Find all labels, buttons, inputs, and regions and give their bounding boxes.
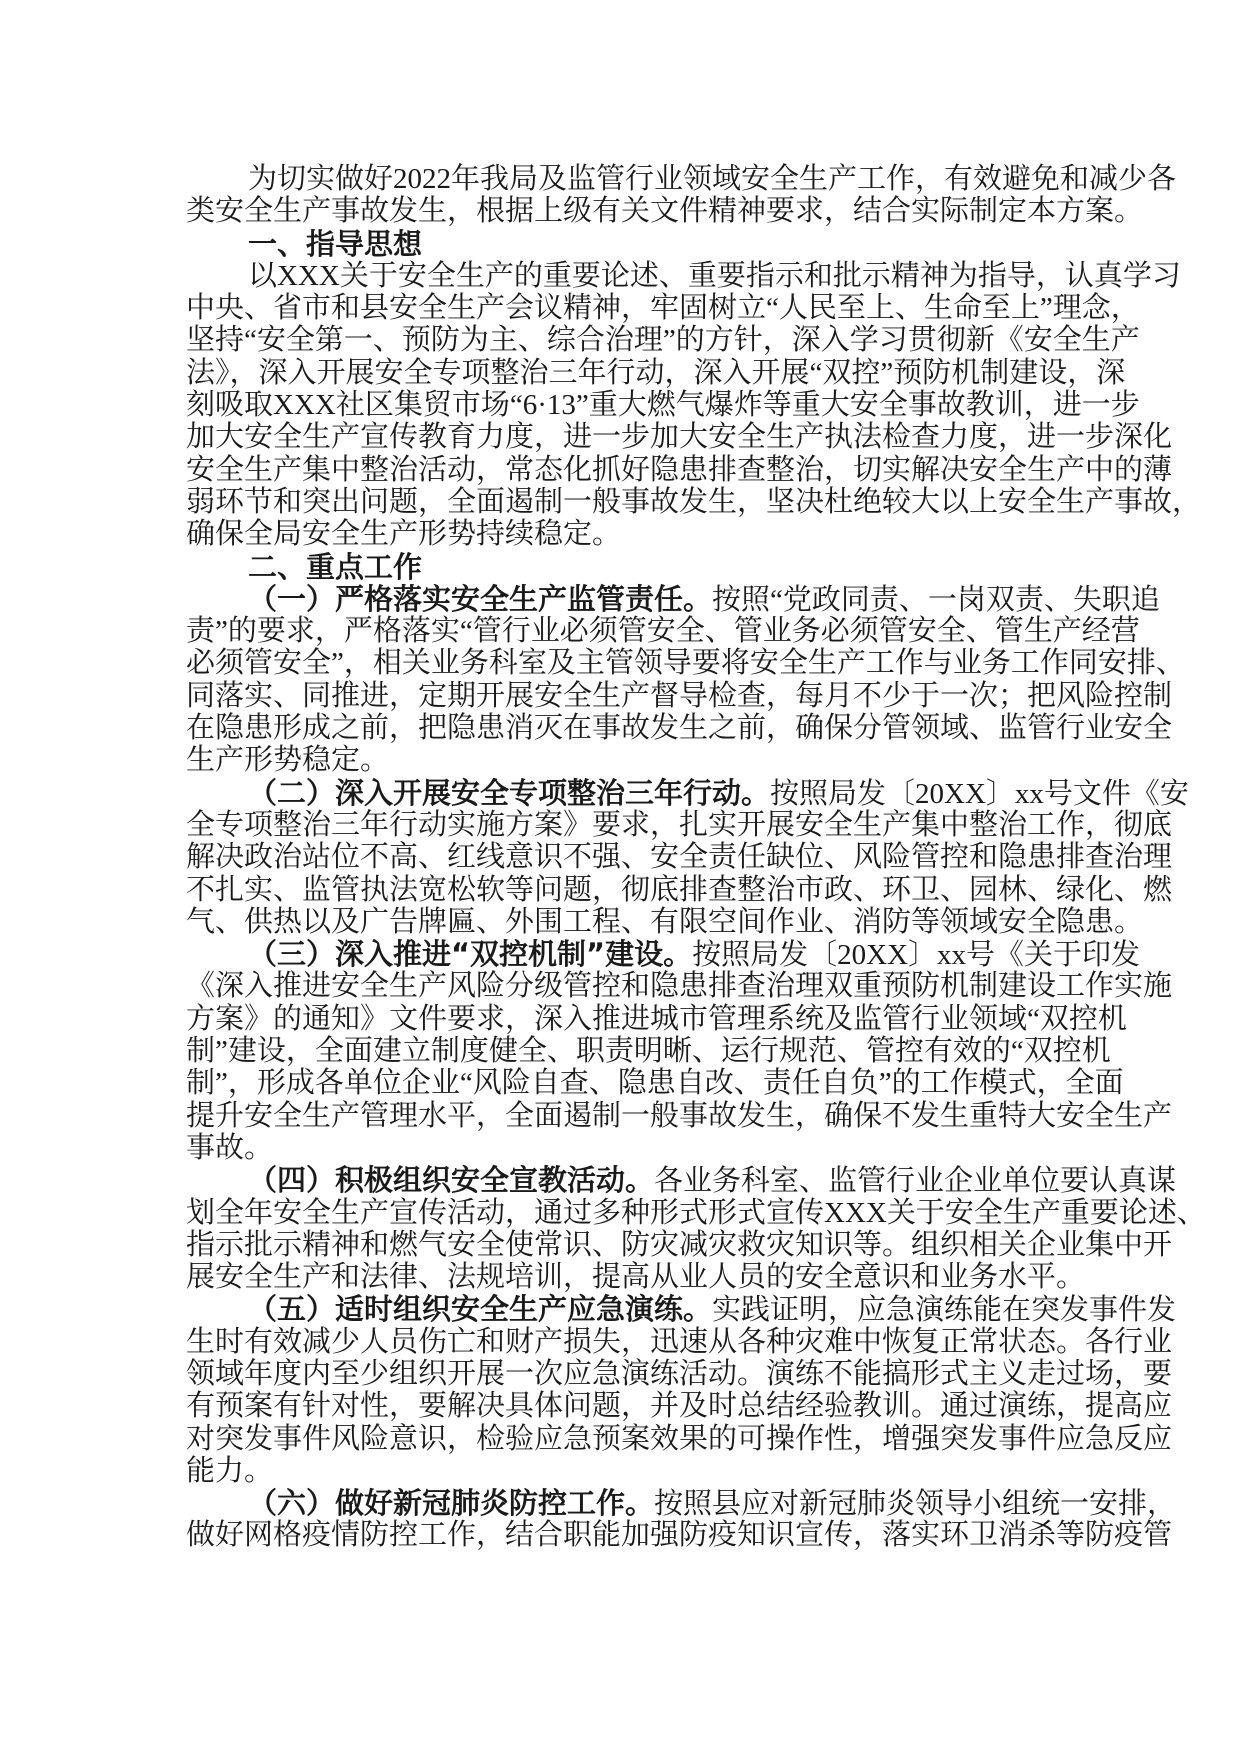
item-title: （四）积极组织安全宣教活动。 (248, 1163, 655, 1198)
paragraph-line: 指示批示精神和燃气安全使常识、防灾减灾救灾知识等。组织相关企业集中开 (186, 1228, 1173, 1261)
paragraph (186, 163, 1177, 228)
paragraph-line: 划全年安全生产宣传活动，通过多种形式形式宣传XXX关于安全生产重要论述、 (186, 1196, 1206, 1229)
paragraph-line: 中央、省市和县安全生产会议精神，牢固树立“人民至上、生命至上”理念， (186, 292, 1140, 325)
paragraph-line (186, 937, 1141, 972)
paragraph-line: 领域年度内至少组织开展一次应急演练活动。演练不能搞形式主义走过场，要 (186, 1357, 1173, 1390)
paragraph-line: 全专项整治三年行动实施方案》要求，扎实开展安全生产集中整治工作，彻底 (186, 808, 1173, 841)
paragraph-line: 加大安全生产宣传教育力度，进一步加大安全生产执法检查力度，进一步深化 (186, 421, 1173, 454)
paragraph (186, 937, 1173, 1164)
paragraph (186, 1486, 1177, 1552)
paragraph (186, 775, 1189, 938)
paragraph-line: 有预案有针对性，要解决具体问题，并及时总结经验教训。通过演练，提高应 (186, 1390, 1173, 1423)
item-text: 各业务科室、监管行业企业单位要认真谋 (654, 1165, 1177, 1198)
paragraph-line: 确保全局安全生产形势持续稳定。 (186, 518, 622, 551)
paragraph-line: 提升安全生产管理水平，全面遏制一般事故发生，确保不发生重特大安全生产 (186, 1099, 1173, 1132)
paragraph-line: 坚持“安全第一、预防为主、综合治理”的方针，深入学习贯彻新《安全生产 (186, 324, 1140, 357)
paragraph-line: 责”的要求，严格落实“管行业必须管安全、管业务必须管安全、管生产经营 (186, 615, 1140, 648)
paragraph-line: 气、供热以及广告牌匾、外围工程、有限空间作业、消防等领域安全隐患。 (186, 905, 1144, 938)
paragraph (186, 259, 1202, 551)
item-text: 实践证明，应急演练能在突发事件发 (712, 1294, 1177, 1327)
item-text: 按照局发〔20XX〕xx号《关于印发 (692, 939, 1141, 972)
paragraph (186, 581, 1185, 777)
paragraph-line: 做好网格疫情防控工作，结合职能加强防疫知识宣传，落实环卫消杀等防疫管 (186, 1519, 1173, 1552)
paragraph-line: 安全生产集中整治活动，常态化抓好隐患排查整治，切实解决安全生产中的薄 (186, 453, 1173, 486)
paragraph-line: 生时有效减少人员伤亡和财产损失，迅速从各种灾难中恢复正常状态。各行业 (186, 1325, 1173, 1358)
paragraph-line: 同落实、同推进，定期开展安全生产督导检查，每月不少于一次；把风险控制 (186, 679, 1173, 712)
paragraph-line: 以XXX关于安全生产的重要论述、重要指示和批示精神为指导，认真学习 (248, 259, 1181, 292)
paragraph-line (186, 1292, 1177, 1327)
paragraph-line (186, 581, 1160, 616)
paragraph-line: 刻吸取XXX社区集贸市场“6·13”重大燃气爆炸等重大安全事故教训，进一步 (186, 389, 1140, 422)
paragraph-line: 解决政治站位不高、红线意识不强、安全责任缺位、风险管控和隐患排查治理 (186, 841, 1173, 874)
item-text: 按照“党政同责、一岗双责、失职追 (712, 583, 1160, 616)
paragraph-line (186, 1486, 1177, 1521)
paragraph-line: 在隐患形成之前，把隐患消灭在事故发生之前，确保分管领域、监管行业安全 (186, 712, 1173, 745)
paragraph-line: 法》，深入开展安全专项整治三年行动，深入开展“双控”预防机制建设，深 (186, 356, 1126, 389)
paragraph-line (186, 775, 1189, 810)
paragraph (186, 1163, 1206, 1294)
paragraph (186, 1292, 1177, 1487)
paragraph-line: 展安全生产和法律、法规培训，提高从业人员的安全意识和业务水平。 (186, 1261, 1086, 1294)
paragraph-line: 事故。 (186, 1131, 274, 1164)
item-text: 按照县应对新冠肺炎领导小组统一安排， (654, 1488, 1177, 1521)
paragraph-line: 《深入推进安全生产风险分级管控和隐患排查治理双重预防机制建设工作实施 (186, 970, 1173, 1003)
paragraph-line: 制”，形成各单位企业“风险自查、隐患自改、责任自负”的工作模式，全面 (186, 1067, 1124, 1100)
item-text: 按照局发〔20XX〕xx号文件《安 (770, 777, 1189, 810)
section-heading: 一、指导思想 (248, 226, 423, 261)
paragraph-line: 不扎实、监管执法宽松软等问题，彻底排查整治市政、环卫、园林、绿化、燃 (186, 873, 1173, 906)
paragraph-line: 能力。 (186, 1454, 274, 1487)
paragraph-line: 类安全生产事故发生，根据上级有关文件精神要求，结合实际制定本方案。 (186, 195, 1144, 228)
document-body (186, 163, 1206, 1552)
paragraph-line: 对突发事件风险意识，检验应急预案效果的可操作性，增强突发事件应急反应 (186, 1422, 1173, 1455)
paragraph-line: 制”建设，全面建立制度健全、职责明晰、运行规范、管控有效的“双控机 (186, 1035, 1111, 1068)
item-title: （三）深入推进“双控机制”建设。 (248, 937, 693, 972)
item-title: （六）做好新冠肺炎防控工作。 (248, 1486, 655, 1521)
item-title: （五）适时组织安全生产应急演练。 (248, 1292, 713, 1327)
paragraph-line: 方案》的通知》文件要求，深入推进城市管理系统及监管行业领域“双控机 (186, 1002, 1127, 1035)
section-heading: 二、重点工作 (248, 549, 423, 584)
paragraph-line: 为切实做好2022年我局及监管行业领域安全生产工作，有效避免和减少各 (248, 163, 1177, 195)
item-title: （二）深入开展安全专项整治三年行动。 (248, 775, 771, 810)
item-title: （一）严格落实安全生产监管责任。 (248, 581, 713, 616)
paragraph-line: 必须管安全”，相关业务科室及主管领导要将安全生产工作与业务工作同安排、 (186, 647, 1185, 680)
paragraph-line: 弱环节和突出问题，全面遏制一般事故发生，坚决杜绝较大以上安全生产事故， (186, 485, 1202, 518)
paragraph-line: 生产形势稳定。 (186, 744, 390, 777)
paragraph-line (186, 1163, 1177, 1198)
